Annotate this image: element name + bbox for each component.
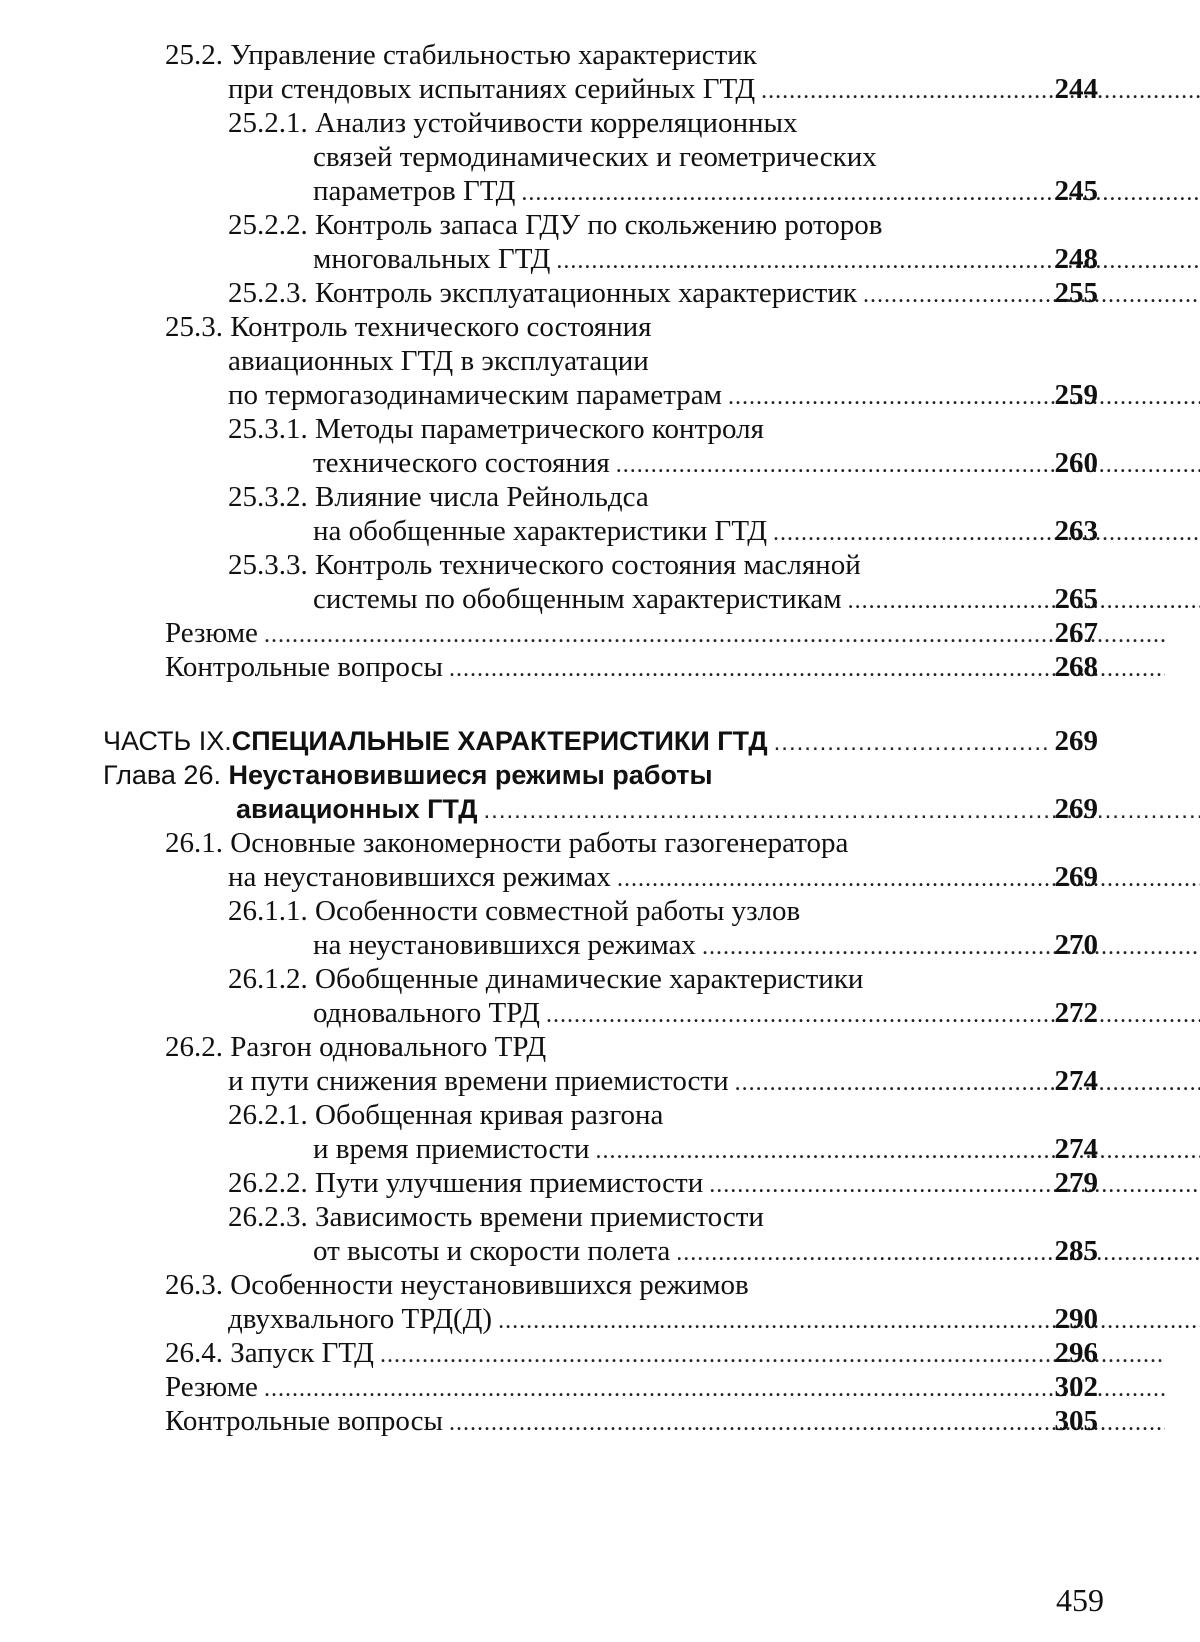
toc-entry-line: технического состояния [313, 447, 610, 479]
toc-entry [0, 208, 1200, 276]
part-prefix: ЧАСТЬ IX. [103, 726, 232, 756]
chapter-prefix: Глава 26. [103, 760, 229, 790]
page-ref: 270 [1054, 929, 1098, 961]
toc-entry-line: 26.2.2. Пути улучшения приемистости [228, 1167, 704, 1199]
toc-entry [0, 480, 1200, 548]
leader-dots [264, 1372, 1165, 1406]
toc-section-26 [0, 826, 1200, 1438]
toc-entry [0, 106, 1200, 208]
page-ref: 248 [1054, 243, 1098, 275]
leader-dots [546, 998, 1200, 1032]
toc-entry-line: связей термодинамических и геометрических [313, 141, 877, 173]
table-of-contents [0, 38, 1200, 1438]
toc-entry-line: при стендовых испытаниях серийных ГТД [228, 73, 756, 105]
toc-entry-line: Контрольные вопросы [165, 651, 443, 683]
toc-entry-line: двухвального ТРД(Д) [228, 1303, 493, 1335]
page-ref: 260 [1054, 447, 1098, 479]
page-number: 459 [1056, 1582, 1104, 1618]
toc-entry-line: 26.1.1. Особенности совместной работы узлов [228, 895, 801, 927]
toc-chapter-heading [0, 758, 1200, 826]
leader-dots [702, 930, 1200, 964]
part-title: СПЕЦИАЛЬНЫЕ ХАРАКТЕРИСТИКИ ГТД [231, 726, 768, 756]
chapter-title-line: Неустановившиеся режимы работы [228, 760, 713, 790]
toc-entry-line: на обобщенные характеристики ГТД [313, 515, 767, 547]
toc-entry-line: Контрольные вопросы [165, 1405, 443, 1437]
page-ref: 269 [1054, 861, 1098, 893]
toc-entry-line: на неустановившихся режимах [313, 929, 696, 961]
toc-entry [0, 548, 1200, 616]
section-gap [0, 684, 1200, 724]
leader-dots [380, 1338, 1165, 1372]
toc-entry-line: по термогазодинамическим параметрам [228, 379, 722, 411]
toc-part-heading [0, 724, 1200, 758]
toc-entry [0, 1098, 1200, 1166]
toc-entry-line: авиационных ГТД в эксплуатации [228, 345, 649, 377]
page-ref: 274 [1054, 1133, 1098, 1165]
leader-dots [596, 1134, 1200, 1168]
toc-entry-line: 25.2.1. Анализ устойчивости корреляционных [228, 107, 798, 139]
toc-entry-line: 25.3. Контроль технического состояния [165, 311, 652, 343]
toc-entry [0, 38, 1200, 106]
leader-dots [616, 448, 1200, 482]
page-ref: 268 [1054, 651, 1098, 683]
toc-entry-line: 25.3.2. Влияние числа Рейнольдса [228, 481, 649, 513]
toc-entry-line: 25.3.3. Контроль технического состояния масляной [228, 549, 861, 581]
toc-entry [0, 1370, 1200, 1404]
toc-entry-line: 26.2. Разгон одновального ТРД [165, 1031, 547, 1063]
page-ref: 269 [1054, 793, 1098, 825]
toc-entry [0, 962, 1200, 1030]
leader-dots [761, 74, 1200, 108]
toc-entry-line: системы по обобщенным характеристикам [313, 583, 842, 615]
toc-entry [0, 1166, 1200, 1200]
page-ref: 279 [1054, 1167, 1098, 1199]
toc-entry-line: 26.1.2. Обобщенные динамические характеристики [228, 963, 864, 995]
leader-dots [774, 726, 1049, 760]
leader-dots [773, 516, 1200, 550]
toc-entry [0, 1404, 1200, 1438]
toc-entry [0, 1268, 1200, 1336]
toc-entry [0, 894, 1200, 962]
toc-entry-line: 26.2.3. Зависимость времени приемистости [228, 1201, 764, 1233]
page-ref: 290 [1054, 1303, 1098, 1335]
page-ref: 302 [1054, 1371, 1098, 1403]
page-ref: 274 [1054, 1065, 1098, 1097]
page-ref: 267 [1054, 617, 1098, 649]
leader-dots [848, 584, 1200, 618]
toc-entry [0, 650, 1200, 684]
page-ref: 244 [1054, 73, 1098, 105]
page-ref: 296 [1054, 1337, 1098, 1369]
page-ref: 245 [1054, 175, 1098, 207]
page-ref: 272 [1054, 997, 1098, 1029]
page-ref: 263 [1054, 515, 1098, 547]
toc-entry [0, 276, 1200, 310]
leader-dots [728, 380, 1200, 414]
toc-entry [0, 1200, 1200, 1268]
toc-entry-line: 26.1. Основные закономерности работы газогенератора [165, 827, 849, 859]
toc-entry-line: 25.3.1. Методы параметрического контроля [228, 413, 764, 445]
page-ref: 269 [1054, 725, 1098, 757]
toc-section-25 [0, 38, 1200, 684]
toc-entry-line: Резюме [165, 617, 258, 649]
toc-entry-line: на неустановившихся режимах [228, 861, 611, 893]
toc-entry [0, 310, 1200, 412]
page-ref: 305 [1054, 1405, 1098, 1437]
toc-entry [0, 1336, 1200, 1370]
toc-entry-line: 25.2. Управление стабильностью характеристик [165, 39, 757, 71]
toc-entry-line: и пути снижения времени приемистости [228, 1065, 729, 1097]
leader-dots [264, 618, 1165, 652]
toc-entry-line: и время приемистости [313, 1133, 590, 1165]
page-ref: 265 [1054, 583, 1098, 615]
leader-dots [676, 1236, 1200, 1270]
leader-dots [556, 244, 1200, 278]
page-ref: 285 [1054, 1235, 1098, 1267]
leader-dots [521, 176, 1200, 210]
leader-dots [735, 1066, 1200, 1100]
toc-entry-line: 25.2.3. Контроль эксплуатационных характеристик [228, 277, 857, 309]
leader-dots [617, 862, 1200, 896]
toc-entry-line: 26.2.1. Обобщенная кривая разгона [228, 1099, 664, 1131]
toc-entry-line: 26.4. Запуск ГТД [165, 1337, 374, 1369]
page-ref: 259 [1054, 379, 1098, 411]
chapter-title-line: авиационных ГТД [236, 794, 478, 824]
toc-entry [0, 616, 1200, 650]
leader-dots [709, 1168, 1200, 1202]
toc-entry-line: от высоты и скорости полета [313, 1235, 671, 1267]
toc-entry-line: 26.3. Особенности неустановившихся режимов [165, 1269, 749, 1301]
toc-entry-line: Резюме [165, 1371, 258, 1403]
toc-entry-line: одновального ТРД [313, 997, 540, 1029]
toc-entry [0, 412, 1200, 480]
toc-entry-line: параметров ГТД [313, 175, 516, 207]
page-ref: 255 [1054, 277, 1098, 309]
toc-entry [0, 826, 1200, 894]
toc-entry [0, 1030, 1200, 1098]
toc-entry-line: многовальных ГТД [313, 243, 551, 275]
toc-entry-line: 25.2.2. Контроль запаса ГДУ по скольжению роторов [228, 209, 883, 241]
leader-dots [863, 278, 1200, 312]
